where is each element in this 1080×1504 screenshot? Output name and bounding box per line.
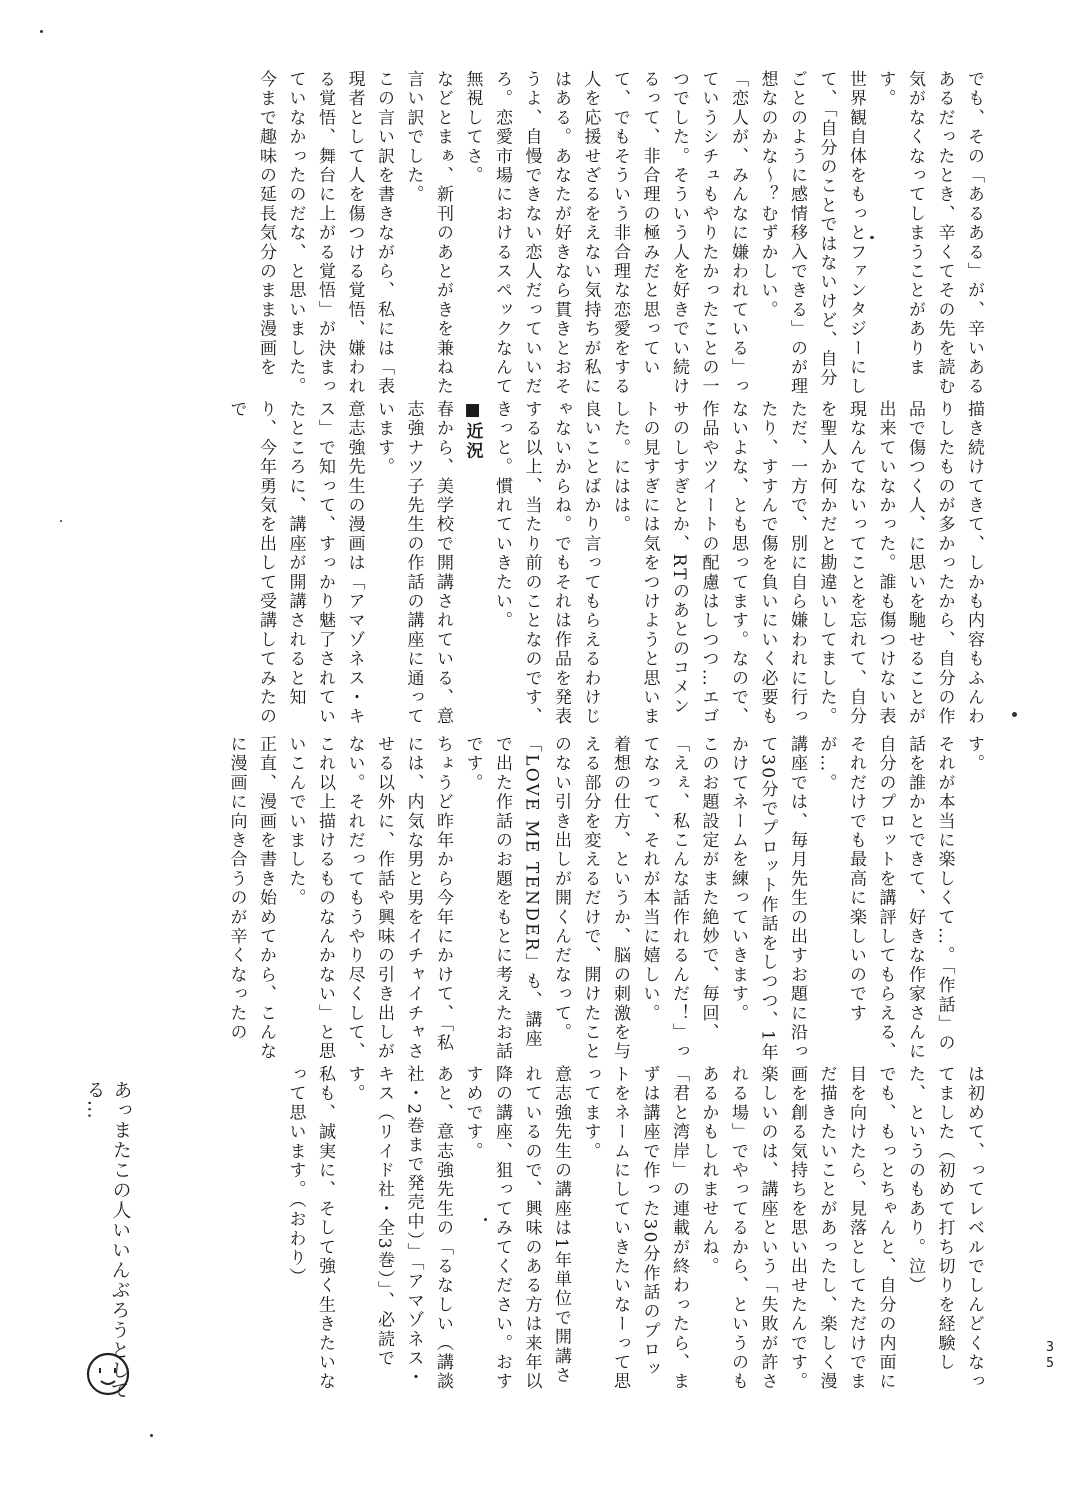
- scan-speck: [40, 30, 43, 33]
- paragraph: 私も、誠実に、そして強く生きたいなって思います。（おわり）: [285, 1065, 335, 1392]
- scan-speck: [484, 1218, 487, 1221]
- paragraph: ちょうど昨年から今年にかけて、「私には、内気な男と男をイチャイチャさせる以外に、作話や興味の引き出しがない。それだってもうやり尽くして、これ以上描けるものなんかない」と思いこんでいました。: [285, 735, 453, 1062]
- paragraph: 世界観自体をもっとファンタジーにして、「自分のことではないけど、自分ごとのように感情移入できる」のが理想なのかな〜？むずかしい。: [757, 70, 866, 397]
- paragraph: 「LOVE ME TENDER」も、講座で出た作話のお題をもとに考えたお話です。: [462, 735, 542, 1062]
- text-tier-top: [88, 70, 988, 400]
- paragraph: 良いことばかり言ってもらえるわけじゃないからね。でもそれは作品を発表する以上、当たり前のことなのです、きっと。慣れていきたい。: [492, 400, 601, 727]
- paragraph: それが本当に楽しくて…。「作話」の話を誰かとできて、好きな作家さんに自分のプロットを講評してもらえる、それだけでも最高に楽しいのですが…。: [816, 735, 955, 1062]
- scan-speck: [150, 1434, 153, 1437]
- paragraph: 「君と湾岸」の連載が終わったら、まずは講座で作った30分作話のプロットをネームにしていきたいなーって思ってます。: [580, 1065, 689, 1392]
- paragraph: 楽しいのは、講座という「失敗が許される場」でやってるから、というのもあるかもしれませんね。: [698, 1065, 778, 1392]
- paragraph: このお題設定がまた絶妙で、毎回、「えぇ、私こんな話作れるんだ！」ってなって、それが本当に嬉しい。: [639, 735, 719, 1062]
- scan-speck: [1012, 712, 1017, 717]
- paragraph: 正直、漫画を書き始めてから、こんなに漫画に向き合うのが辛くなったの: [226, 735, 276, 1062]
- paragraph: 着想の仕方、というか、脳の刺激を与える部分を変えるだけで、開けたことのない引き出しが開くんだなって。: [551, 735, 630, 1062]
- paragraph: 意志強先生の講座は1年単位で開講されているので、興味のある方は来年以降の講座、狙ってみてください。おすすめです。: [462, 1065, 571, 1392]
- text-tier-third: [88, 735, 988, 1065]
- paragraph: 「恋人が、みんなに嫌われている」っていうシチュもやりたかったことの一つでした。そういう人を好きでい続けるって、非合理の極みだと思っていて、でもそういう非合理な恋愛をする人を応援せざるをえない気持ちが私にはある。あなたが好きなら貫きとおそうよ、自慢できない恋人だっていいだろ。恋愛市場におけるスペックなんて無視してさ。: [462, 70, 748, 397]
- paragraph: 今まで趣味の延長気分のまま漫画を: [256, 70, 276, 378]
- paragraph: 春から、美学校で開講されている、意志強ナツ子先生の作話の講座に通っています。: [374, 400, 453, 727]
- smiley-face-doodle-icon: [82, 1348, 134, 1400]
- paragraph: あと、意志強先生の「るなしい（講談社・2巻まで発売中）」「アマゾネス・キス（リイド社・全3巻）」、必読です。: [344, 1065, 453, 1392]
- paragraph: は初めて、ってレベルでしんどくなってました（初めて打ち切りを経験した、というのもあり。泣）: [905, 1065, 984, 1392]
- paragraph: この言い訳を書きながら、私には「表現者として人を傷つける覚悟、嫌われる覚悟、舞台に上がる覚悟」が決まっていなかったのだな、と思いました。: [285, 70, 394, 397]
- paragraph: 講座では、毎月先生の出すお題に沿って30分でプロット作話をしつつ、1年かけてネームを練っていきます。: [728, 735, 807, 1063]
- handwritten-note: あっまたこの人いいんぶろうとしてる…: [83, 1079, 133, 1401]
- section-heading-recent: ■近況: [462, 400, 483, 461]
- paragraph: でも、その「あるある」が、辛いあるあるだったとき、辛くてその先を読む気がなくなってしまうことがあります。: [875, 70, 984, 397]
- text-tier-bottom: [88, 1065, 988, 1395]
- paragraph: でも、もっとちゃんと、自分の内面に目を向けたら、見落としてただけでまだ描きたいことがあったし、楽しく漫画を創る気持ちを思い出せたんです。: [787, 1065, 896, 1392]
- paragraph: などとまぁ、新刊のあとがきを兼ねた言い訳でした。: [403, 70, 453, 397]
- paragraph: 描き続けてきて、しかも内容もふんわりしたものが多かったから、自分の作品で傷つく人、に思いを馳せることが出来ていなかった。誰も傷つけない表現なんてないってことを忘れて、自分を聖人か何かだと勘違いしてました。: [816, 400, 984, 727]
- paragraph: す。: [964, 735, 984, 774]
- scan-speck: [870, 236, 874, 239]
- page-number: 35: [1046, 1340, 1054, 1371]
- paragraph: 意志強先生の漫画は「アマゾネス・キス」で知って、すっかり魅了されていたところに、講座が開講されると知り、今年勇気を出して受講してみたので: [226, 400, 365, 727]
- text-tier-second: [88, 400, 988, 730]
- paragraph: ただ、一方で、別に自ら嫌われに行ったり、すすんで傷を負いにいく必要もないよな、とも思ってます。なので、作品やツイートの配慮はしつつ…エゴサのしすぎとか、RTのあとのコメントの見すぎには気をつけようと思いました。にはは。: [610, 400, 807, 727]
- scan-speck: [60, 520, 62, 522]
